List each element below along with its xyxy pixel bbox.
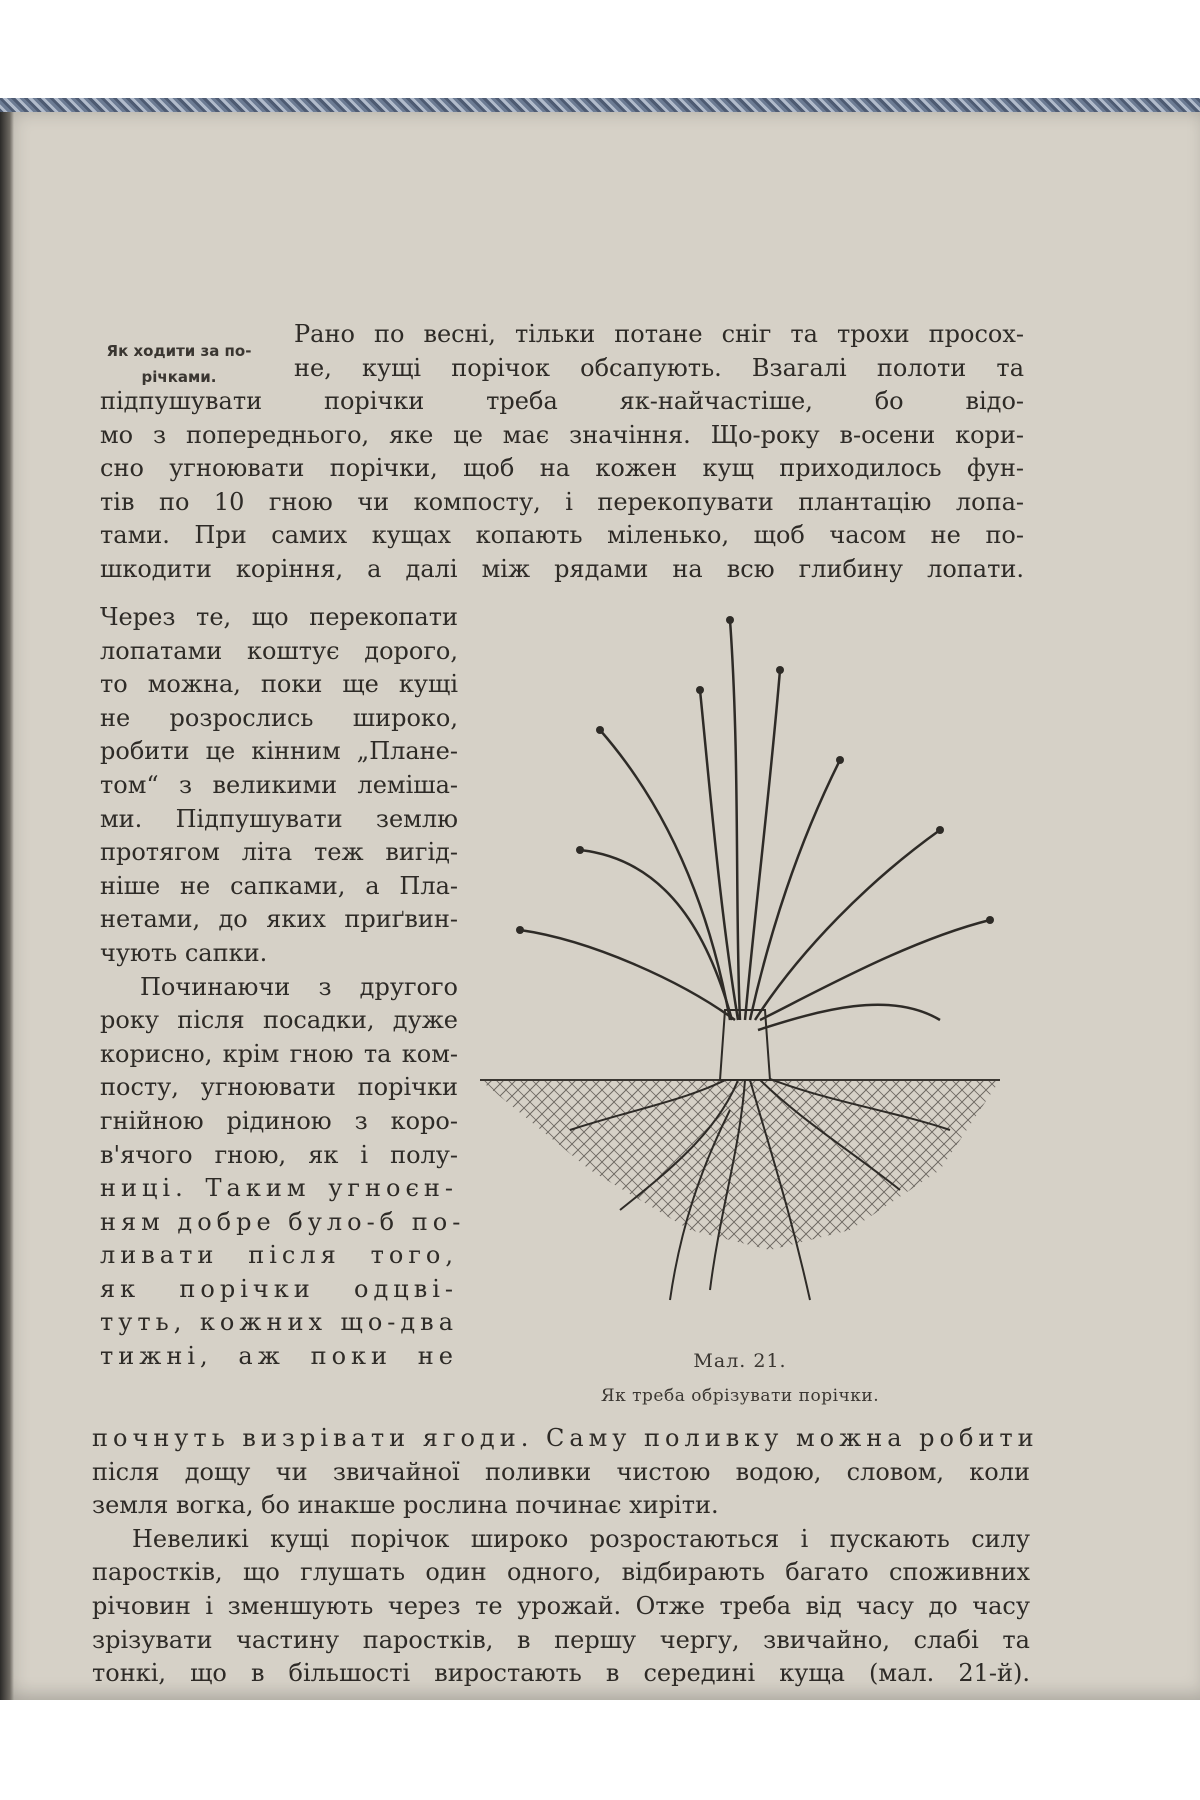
text-line: тами. При самих кущах копають міленько, щоб часом не по- xyxy=(100,521,1024,550)
text-line: як порічки одцві- xyxy=(100,1274,458,1303)
margin-heading xyxy=(94,338,264,390)
text-line: робити це кінним „Плане- xyxy=(100,737,458,766)
text-line: ніше не сапками, а Пла- xyxy=(100,871,458,900)
text-line: ливати після того, xyxy=(100,1241,458,1270)
text-line: чують сапки. xyxy=(100,938,268,967)
text-line: паростків, що глушать один одного, відбирають багато споживних xyxy=(92,1558,1030,1587)
text-line: туть, кожних що-два xyxy=(100,1308,458,1337)
text-line: Невеликі кущі порічок широко розростаються і пускають силу xyxy=(132,1524,1030,1553)
text-line: сно угноювати порічки, щоб на кожен кущ приходилось фун- xyxy=(100,454,1024,483)
bottom-text xyxy=(92,1422,1039,1691)
left-column-text xyxy=(100,601,466,1374)
intro-paragraph-start xyxy=(294,318,1024,385)
figure-number: Мал. 21. xyxy=(693,1350,787,1372)
currant-bush-illustration xyxy=(470,610,1010,1315)
text-line: тижні, аж поки не xyxy=(100,1342,458,1371)
text-line: земля вогка, бо инакше рослина починає хиріти. xyxy=(92,1491,719,1520)
text-line: шкодити коріння, а далі між рядами на всю глибину лопати. xyxy=(100,554,1024,583)
text-line: річовин і зменшують через те урожай. Отже треба від часу до часу xyxy=(92,1591,1030,1620)
text-line: ми. Підпушувати землю xyxy=(100,804,458,833)
currant-bush-icon xyxy=(470,610,1010,1315)
lower-white-area xyxy=(0,1700,1200,1800)
text-line: корисно, крім гною та ком- xyxy=(100,1039,458,1068)
intro-paragraph xyxy=(100,385,1024,587)
text-line: Починаючи з другого xyxy=(140,972,458,1001)
text-line: протягом літа теж вигід- xyxy=(100,838,458,867)
text-line: не розрослись широко, xyxy=(100,703,458,732)
text-line: тонкі, що в більшості виростають в середині куща (мал. 21-й). xyxy=(92,1659,1030,1688)
text-line: Через те, що перекопати xyxy=(100,603,458,631)
text-line: року після посадки, дуже xyxy=(100,1006,458,1035)
text-line: том“ з великими леміша- xyxy=(100,770,458,799)
text-line: то можна, поки ще кущі xyxy=(100,670,458,699)
text-line: в'ячого гною, як і полу- xyxy=(100,1140,458,1169)
text-line: ням добре було-б по- xyxy=(100,1207,466,1236)
text-line: Рано по весні, тільки потане сніг та трохи просох- xyxy=(294,320,1024,348)
text-line: тів по 10 гною чи компосту, і перекопувати плантацію лопа- xyxy=(100,487,1024,516)
text-line: підпушувати порічки треба як-найчастіше, бо відо- xyxy=(100,387,1024,415)
text-line: ниці. Таким угноєн- xyxy=(100,1174,458,1203)
text-line: після дощу чи звичайної поливки чистою водою, словом, коли xyxy=(92,1457,1030,1486)
text-line: мо з попереднього, яке це має значіння. Що-року в-осени кори- xyxy=(100,420,1024,449)
text-line: посту, угноювати порічки xyxy=(100,1073,458,1102)
text-line: гнійною рідиною з коро- xyxy=(100,1106,458,1135)
page-binding-shadow xyxy=(0,112,14,1700)
text-line: не, кущі порічок обсапують. Взагалі полоти та xyxy=(294,353,1024,382)
text-line: почнуть визрівати ягоди. Саму поливку можна робити xyxy=(92,1424,1039,1452)
text-line: зрізувати частину паростків, в першу чергу, звичайно, слабі та xyxy=(92,1625,1030,1654)
figure-caption: Як треба обрізувати порічки. xyxy=(600,1386,880,1406)
text-line: лопатами коштує дорого, xyxy=(100,636,458,665)
margin-heading-line: річками. xyxy=(141,368,217,386)
text-line: нетами, до яких приґвин- xyxy=(100,905,458,934)
margin-heading-line: Як ходити за по- xyxy=(106,342,252,360)
